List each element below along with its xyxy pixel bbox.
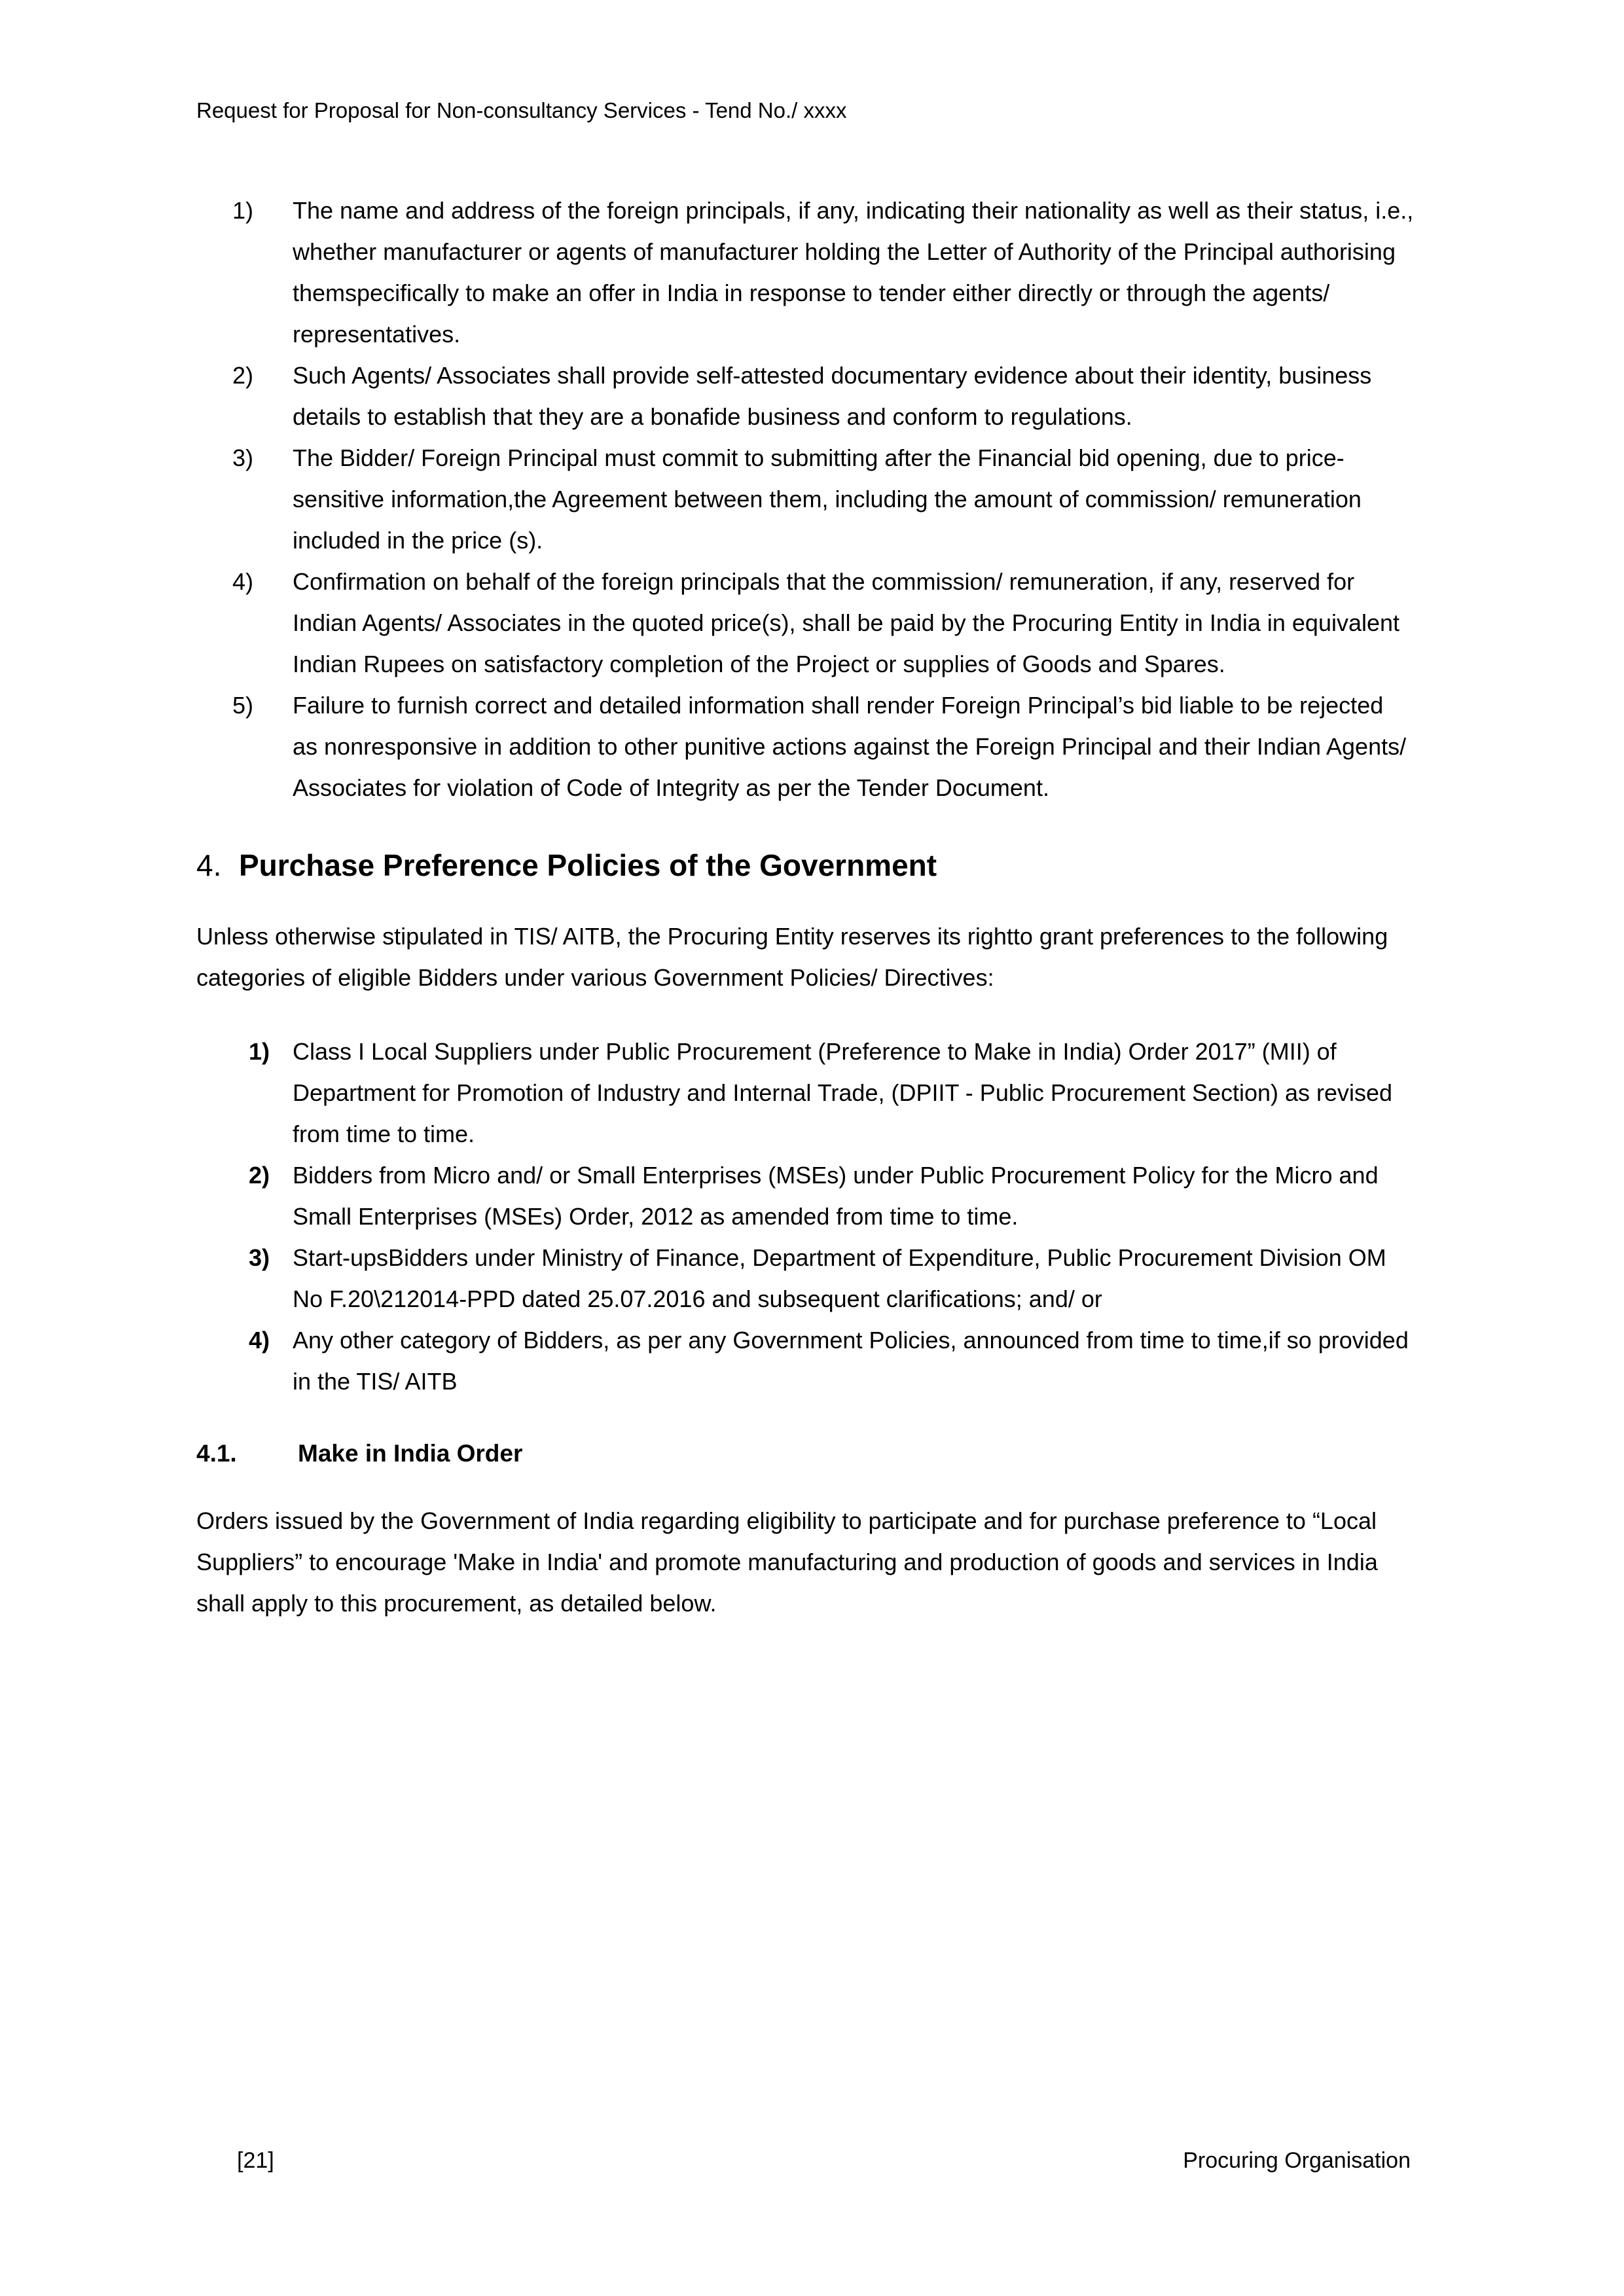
- list-item: [232, 685, 1414, 808]
- list-item: [249, 1237, 1414, 1319]
- list-item-text: Failure to furnish correct and detailed information shall render Foreign Principal’s bid liable to be rejected as nonresponsive in addition to other punitive actions against the Foreign Principal and their Indian Agents/ Associates for violation of Code of Integrity as per the Tender Document.: [293, 692, 1407, 801]
- list-item: [249, 1155, 1414, 1237]
- footer-page-number: [21]: [237, 2148, 274, 2173]
- section-title: Purchase Preference Policies of the Government: [239, 848, 937, 882]
- foreign-principal-requirements-list: [232, 190, 1414, 808]
- list-item-number: 4): [232, 568, 254, 595]
- section-intro-paragraph: Unless otherwise stipulated in TIS/ AITB, the Procuring Entity reserves its rightto grant preferences to the following categories of eligible Bidders under various Government Policies/ Directives:: [196, 923, 1388, 991]
- list-item: [249, 1319, 1414, 1402]
- list-item-text: The Bidder/ Foreign Principal must commit to submitting after the Financial bid opening, due to price-sensitive information,the Agreement between them, including the amount of commission/ remuneration included in the price (s).: [293, 444, 1362, 554]
- header-title: Request for Proposal for Non-consultancy Services - Tend No./ xxxx: [196, 98, 847, 122]
- list-item: [249, 1031, 1414, 1155]
- list-item: [232, 437, 1414, 561]
- list-item-text: Class I Local Suppliers under Public Procurement (Preference to Make in India) Order 2017” (MII) of Department for Promotion of Industry and Internal Trade, (DPIIT - Public Procurement Section) as revised from time to time.: [293, 1038, 1393, 1147]
- list-item: [232, 355, 1414, 437]
- list-item-number: 1): [232, 197, 254, 224]
- list-item-number: 2): [232, 362, 254, 389]
- list-item-text: Bidders from Micro and/ or Small Enterprises (MSEs) under Public Procurement Policy for the Micro and Small Enterprises (MSEs) Order, 2012 as amended from time to time.: [293, 1162, 1379, 1230]
- list-item: [232, 561, 1414, 685]
- list-item-text: Confirmation on behalf of the foreign principals that the commission/ remuneration, if any, reserved for Indian Agents/ Associates in the quoted price(s), shall be paid by the Procuring Entity in India in equivalent Indian Rupees on satisfactory completion of the Project or supplies of Goods and Spares.: [293, 568, 1400, 677]
- list-item-number: 2): [249, 1162, 270, 1189]
- make-in-india-paragraph: Orders issued by the Government of India regarding eligibility to participate and for purchase preference to “Local Suppliers” to encourage 'Make in India' and promote manufacturing and production of goods and services in India shall apply to this procurement, as detailed below.: [196, 1507, 1378, 1617]
- list-item-text: The name and address of the foreign principals, if any, indicating their nationality as well as their status, i.e., whether manufacturer or agents of manufacturer holding the Letter of Authority of the Principal authorising themspecifically to make an offer in India in response to tender either directly or through the agents/ representatives.: [293, 197, 1414, 348]
- list-item-text: Start-upsBidders under Ministry of Finance, Department of Expenditure, Public Procurement Division OM No F.20\212014-PPD dated 25.07.2016 and subsequent clarifications; and/ or: [293, 1244, 1386, 1312]
- list-item-number: 3): [232, 444, 254, 471]
- document-content: [196, 97, 1414, 1624]
- list-item-text: Such Agents/ Associates shall provide self-attested documentary evidence about their identity, business details to establish that they are a bonafide business and conform to regulations.: [293, 362, 1372, 430]
- list-item-number: 4): [249, 1327, 270, 1354]
- list-item-number: 1): [249, 1038, 270, 1065]
- list-item-text: Any other category of Bidders, as per any Government Policies, announced from time to time,if so provided in the TIS/ AITB: [293, 1327, 1409, 1395]
- list-item-number: 3): [249, 1244, 270, 1271]
- subsection-heading-make-in-india: [196, 1437, 1414, 1470]
- footer-organisation: Procuring Organisation: [1183, 2148, 1411, 2173]
- page-header: [196, 97, 1414, 124]
- list-item-number: 5): [232, 692, 254, 719]
- subsection-number: 4.1.: [196, 1440, 237, 1467]
- section-heading-purchase-preference: [196, 846, 1414, 884]
- list-item: [232, 190, 1414, 355]
- page-footer: [196, 2146, 1411, 2175]
- subsection-title: Make in India Order: [298, 1440, 523, 1467]
- section-number: 4.: [196, 848, 222, 882]
- preference-policy-list: [249, 1031, 1414, 1402]
